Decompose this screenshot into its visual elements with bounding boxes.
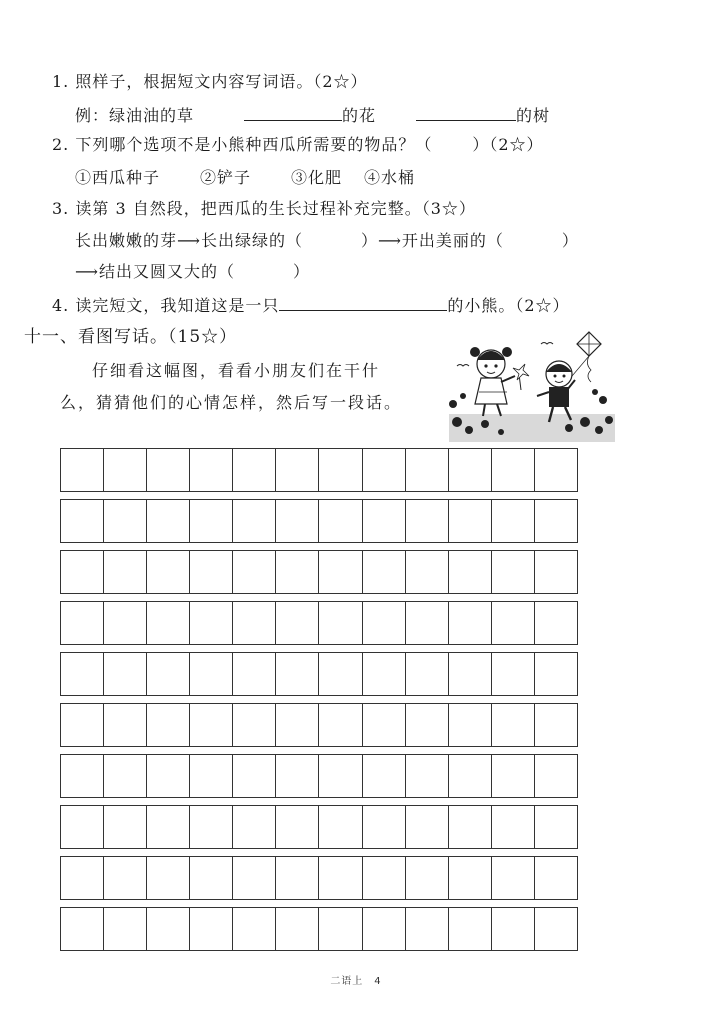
writing-grid-cell[interactable] bbox=[190, 908, 233, 950]
writing-grid-cell[interactable] bbox=[104, 500, 147, 542]
section-11-paragraph-line2: 么，猜猜他们的心情怎样，然后写一段话。 bbox=[60, 393, 403, 412]
writing-grid-cell[interactable] bbox=[535, 500, 577, 542]
writing-grid-cell[interactable] bbox=[535, 449, 577, 491]
writing-grid-cell[interactable] bbox=[147, 806, 190, 848]
writing-grid-cell[interactable] bbox=[147, 755, 190, 797]
section-11-paragraph-line1: 仔细看这幅图，看看小朋友们在干什 bbox=[92, 361, 381, 380]
growth-step-text-4: ⟶结出又圆又大的（ bbox=[75, 262, 235, 281]
writing-grid-cell[interactable] bbox=[406, 602, 449, 644]
writing-grid-cell[interactable] bbox=[276, 602, 319, 644]
writing-grid-cell[interactable] bbox=[406, 806, 449, 848]
growth-step-text-1: 长出嫩嫩的芽⟶长出绿绿的（ bbox=[75, 231, 303, 250]
writing-grid-cell[interactable] bbox=[61, 449, 104, 491]
answer-blank-tree[interactable] bbox=[416, 104, 516, 121]
writing-grid-cell[interactable] bbox=[233, 857, 276, 899]
writing-grid-cell[interactable] bbox=[363, 602, 406, 644]
writing-grid-cell[interactable] bbox=[319, 755, 362, 797]
writing-grid-cell[interactable] bbox=[363, 500, 406, 542]
writing-grid-cell[interactable] bbox=[319, 500, 362, 542]
writing-grid-cell[interactable] bbox=[61, 755, 104, 797]
writing-grid-cell[interactable] bbox=[492, 602, 535, 644]
writing-grid-cell[interactable] bbox=[147, 704, 190, 746]
writing-grid-cell[interactable] bbox=[276, 806, 319, 848]
writing-grid-row bbox=[60, 703, 578, 747]
writing-grid-cell[interactable] bbox=[449, 653, 492, 695]
writing-grid-cell[interactable] bbox=[363, 857, 406, 899]
growth-step-text-5: ） bbox=[292, 262, 310, 281]
option-1: ①西瓜种子 bbox=[75, 168, 161, 187]
kite-scene-drawing bbox=[449, 330, 615, 442]
writing-grid-cell[interactable] bbox=[233, 806, 276, 848]
writing-grid-cell[interactable] bbox=[104, 908, 147, 950]
question-4-suffix: 的小熊。（2☆） bbox=[447, 296, 570, 315]
writing-grid-cell[interactable] bbox=[319, 806, 362, 848]
writing-grid-cell[interactable] bbox=[233, 704, 276, 746]
writing-grid-cell[interactable] bbox=[190, 500, 233, 542]
answer-blank-bear[interactable] bbox=[279, 294, 447, 311]
writing-grid-cell[interactable] bbox=[492, 500, 535, 542]
writing-grid-cell[interactable] bbox=[535, 806, 577, 848]
question-3-line2 bbox=[75, 261, 310, 283]
writing-grid-cell[interactable] bbox=[61, 704, 104, 746]
option-3: ③化肥 bbox=[291, 168, 343, 187]
writing-grid-cell[interactable] bbox=[492, 755, 535, 797]
writing-grid-cell[interactable] bbox=[363, 755, 406, 797]
writing-grid-cell[interactable] bbox=[449, 755, 492, 797]
option-4: ④水桶 bbox=[364, 168, 416, 187]
writing-grid-cell[interactable] bbox=[492, 653, 535, 695]
writing-grid-cell[interactable] bbox=[492, 908, 535, 950]
writing-grid-cell[interactable] bbox=[233, 500, 276, 542]
writing-grid-row bbox=[60, 601, 578, 645]
writing-grid-cell[interactable] bbox=[449, 449, 492, 491]
writing-grid bbox=[60, 448, 578, 958]
writing-grid-cell[interactable] bbox=[276, 755, 319, 797]
writing-grid-cell[interactable] bbox=[233, 653, 276, 695]
growth-step-text-3: ） bbox=[561, 231, 579, 250]
writing-grid-cell[interactable] bbox=[190, 602, 233, 644]
writing-grid-cell[interactable] bbox=[449, 602, 492, 644]
section-11-title: 十一、看图写话。（15☆） bbox=[24, 327, 238, 347]
writing-grid-cell[interactable] bbox=[319, 602, 362, 644]
writing-grid-cell[interactable] bbox=[535, 551, 577, 593]
writing-grid-cell[interactable] bbox=[535, 755, 577, 797]
writing-grid-cell[interactable] bbox=[492, 806, 535, 848]
writing-grid-row bbox=[60, 499, 578, 543]
writing-grid-cell[interactable] bbox=[61, 857, 104, 899]
writing-grid-row bbox=[60, 754, 578, 798]
question-2-options bbox=[75, 167, 415, 189]
writing-grid-cell[interactable] bbox=[147, 653, 190, 695]
writing-grid-cell[interactable] bbox=[492, 449, 535, 491]
writing-grid-cell[interactable] bbox=[147, 908, 190, 950]
question-2-prompt: 2. 下列哪个选项不是小熊种西瓜所需要的物品？（ bbox=[52, 135, 433, 154]
writing-grid-cell[interactable] bbox=[535, 602, 577, 644]
writing-grid-cell[interactable] bbox=[190, 551, 233, 593]
writing-grid-cell[interactable] bbox=[406, 857, 449, 899]
writing-grid-cell[interactable] bbox=[61, 602, 104, 644]
writing-grid-cell[interactable] bbox=[492, 704, 535, 746]
writing-grid-cell[interactable] bbox=[535, 857, 577, 899]
writing-grid-cell[interactable] bbox=[406, 449, 449, 491]
writing-grid-cell[interactable] bbox=[492, 551, 535, 593]
writing-grid-cell[interactable] bbox=[104, 704, 147, 746]
writing-grid-cell[interactable] bbox=[233, 551, 276, 593]
writing-grid-cell[interactable] bbox=[104, 449, 147, 491]
writing-grid-cell[interactable] bbox=[147, 602, 190, 644]
writing-grid-cell[interactable] bbox=[190, 449, 233, 491]
writing-grid-cell[interactable] bbox=[449, 908, 492, 950]
writing-grid-cell[interactable] bbox=[147, 551, 190, 593]
writing-grid-cell[interactable] bbox=[535, 653, 577, 695]
writing-grid-cell[interactable] bbox=[449, 704, 492, 746]
writing-grid-cell[interactable] bbox=[104, 653, 147, 695]
kids-flying-kite-illustration bbox=[449, 330, 615, 442]
question-3-prompt: 3. 读第 3 自然段，把西瓜的生长过程补充完整。（3☆） bbox=[52, 199, 476, 218]
writing-grid-cell[interactable] bbox=[449, 857, 492, 899]
writing-grid-cell[interactable] bbox=[190, 704, 233, 746]
writing-grid-cell[interactable] bbox=[492, 857, 535, 899]
writing-grid-cell[interactable] bbox=[319, 449, 362, 491]
writing-grid-row bbox=[60, 652, 578, 696]
writing-grid-cell[interactable] bbox=[363, 704, 406, 746]
writing-grid-cell[interactable] bbox=[104, 602, 147, 644]
writing-grid-cell[interactable] bbox=[319, 908, 362, 950]
writing-grid-cell[interactable] bbox=[406, 653, 449, 695]
question-3-line1 bbox=[75, 230, 579, 252]
page-footer: 二语上 4 bbox=[330, 976, 382, 987]
writing-grid-cell[interactable] bbox=[276, 653, 319, 695]
writing-grid-cell[interactable] bbox=[319, 551, 362, 593]
writing-grid-cell[interactable] bbox=[233, 602, 276, 644]
writing-grid-cell[interactable] bbox=[61, 908, 104, 950]
question-2-prompt-end: ）（2☆） bbox=[472, 135, 544, 154]
writing-grid-row bbox=[60, 805, 578, 849]
writing-grid-cell[interactable] bbox=[406, 755, 449, 797]
question-2-prompt-row bbox=[52, 134, 544, 156]
writing-grid-cell[interactable] bbox=[147, 449, 190, 491]
writing-grid-cell[interactable] bbox=[276, 551, 319, 593]
writing-grid-cell[interactable] bbox=[276, 908, 319, 950]
writing-grid-cell[interactable] bbox=[233, 449, 276, 491]
writing-grid-cell[interactable] bbox=[276, 857, 319, 899]
writing-grid-cell[interactable] bbox=[363, 551, 406, 593]
writing-grid-cell[interactable] bbox=[363, 653, 406, 695]
writing-grid-cell[interactable] bbox=[147, 857, 190, 899]
writing-grid-cell[interactable] bbox=[147, 500, 190, 542]
question-1-example-row bbox=[75, 104, 550, 127]
writing-grid-cell[interactable] bbox=[449, 500, 492, 542]
writing-grid-cell[interactable] bbox=[61, 806, 104, 848]
writing-grid-cell[interactable] bbox=[319, 857, 362, 899]
writing-grid-cell[interactable] bbox=[406, 500, 449, 542]
writing-grid-row bbox=[60, 550, 578, 594]
writing-grid-cell[interactable] bbox=[363, 449, 406, 491]
writing-grid-cell[interactable] bbox=[449, 806, 492, 848]
writing-grid-row bbox=[60, 856, 578, 900]
writing-grid-cell[interactable] bbox=[276, 704, 319, 746]
question-1-prompt: 1. 照样子，根据短文内容写词语。（2☆） bbox=[52, 72, 368, 91]
writing-grid-cell[interactable] bbox=[319, 653, 362, 695]
writing-grid-cell[interactable] bbox=[319, 704, 362, 746]
writing-grid-row bbox=[60, 448, 578, 492]
question-4-prompt: 4. 读完短文，我知道这是一只 bbox=[52, 296, 280, 315]
writing-grid-cell[interactable] bbox=[535, 908, 577, 950]
writing-grid-cell[interactable] bbox=[406, 704, 449, 746]
writing-grid-cell[interactable] bbox=[190, 857, 233, 899]
writing-grid-cell[interactable] bbox=[104, 755, 147, 797]
writing-grid-cell[interactable] bbox=[233, 755, 276, 797]
writing-grid-row bbox=[60, 907, 578, 951]
writing-grid-cell[interactable] bbox=[104, 857, 147, 899]
suffix-tree: 的树 bbox=[516, 106, 551, 125]
writing-grid-cell[interactable] bbox=[61, 653, 104, 695]
writing-grid-cell[interactable] bbox=[233, 908, 276, 950]
writing-grid-cell[interactable] bbox=[190, 653, 233, 695]
option-2: ②铲子 bbox=[200, 168, 252, 187]
writing-grid-cell[interactable] bbox=[276, 449, 319, 491]
growth-step-text-2: ）⟶开出美丽的（ bbox=[360, 231, 504, 250]
writing-grid-cell[interactable] bbox=[406, 551, 449, 593]
writing-grid-cell[interactable] bbox=[363, 806, 406, 848]
question-4-row bbox=[52, 294, 570, 317]
example-label: 例：绿油油的草 bbox=[75, 106, 195, 125]
writing-grid-cell[interactable] bbox=[190, 806, 233, 848]
answer-blank-flower[interactable] bbox=[244, 104, 342, 121]
writing-grid-cell[interactable] bbox=[61, 500, 104, 542]
writing-grid-cell[interactable] bbox=[190, 755, 233, 797]
writing-grid-cell[interactable] bbox=[449, 551, 492, 593]
suffix-flower: 的花 bbox=[342, 106, 377, 125]
writing-grid-cell[interactable] bbox=[61, 551, 104, 593]
writing-grid-cell[interactable] bbox=[406, 908, 449, 950]
writing-grid-cell[interactable] bbox=[363, 908, 406, 950]
writing-grid-cell[interactable] bbox=[104, 551, 147, 593]
writing-grid-cell[interactable] bbox=[104, 806, 147, 848]
writing-grid-cell[interactable] bbox=[535, 704, 577, 746]
writing-grid-cell[interactable] bbox=[276, 500, 319, 542]
